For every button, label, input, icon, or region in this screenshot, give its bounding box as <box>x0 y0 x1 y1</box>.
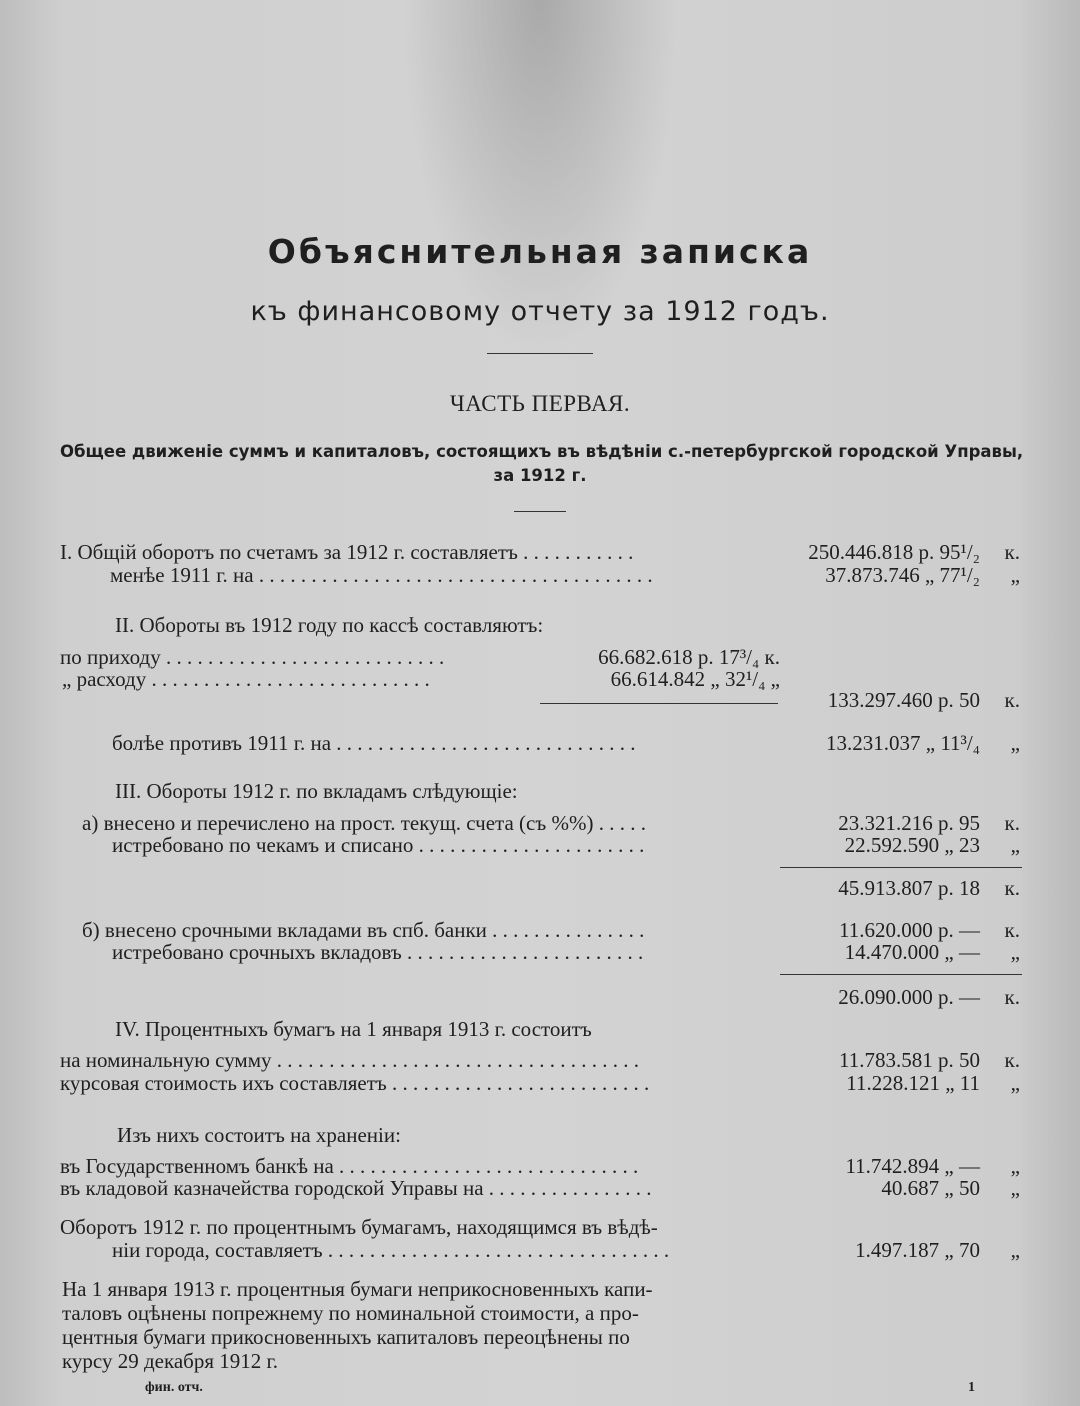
treasury-vault-unit: „ <box>1010 1176 1020 1200</box>
securities-turnover-label: ніи города, составляетъ . . . . . . . . . . . . . . . . . . . . . . . . . . . . . . . . . <box>112 1238 670 1262</box>
market-value-label: курсовая стоимость ихъ составляетъ . . . . . . . . . . . . . . . . . . . . . . . . . <box>60 1071 650 1095</box>
deposits-b-total-row <box>0 985 1080 1009</box>
total-turnover-row <box>0 540 1080 564</box>
valuation-note-line-3: центныя бумаги прикосновенныхъ капиталовъ переоцѣнены по <box>62 1325 630 1349</box>
deposits-b-sum-rule <box>780 974 1022 975</box>
deposits-b-in-label: б) внесено срочными вкладами въ спб. банки . . . . . . . . . . . . . . . <box>82 918 645 942</box>
less-than-1911-label: менѣе 1911 г. на . . . . . . . . . . . . . . . . . . . . . . . . . . . . . . . . . . . . . . <box>110 563 653 587</box>
securities-turnover-value: 1.497.187 „ 70 <box>855 1238 980 1262</box>
valuation-note <box>62 1277 782 1373</box>
less-than-1911-row <box>0 563 1080 587</box>
cash-total-row <box>0 688 1080 712</box>
state-bank-row <box>0 1154 1080 1178</box>
deposits-b-out-row <box>0 940 1080 964</box>
treasury-vault-value: 40.687 „ 50 <box>881 1176 980 1200</box>
more-than-1911-row <box>0 731 1080 755</box>
treasury-vault-row <box>0 1176 1080 1200</box>
income-label: по приходу . . . . . . . . . . . . . . . . . . . . . . . . . . . <box>60 645 445 669</box>
deposits-a-total-unit: к. <box>1004 876 1020 900</box>
cash-total-value: 133.297.460 р. 50 <box>827 688 980 712</box>
deposits-a-out-label: истребовано по чекамъ и списано . . . . . . . . . . . . . . . . . . . . . . <box>112 833 645 857</box>
deposits-b-out-label: истребовано срочныхъ вкладовъ . . . . . . . . . . . . . . . . . . . . . . . <box>112 940 644 964</box>
state-bank-unit: „ <box>1010 1154 1020 1178</box>
page-title: Объяснительная записка <box>267 232 813 271</box>
deposits-b-in-row <box>0 918 1080 942</box>
deposits-b-in-value: 11.620.000 р. — <box>839 918 980 942</box>
market-value-unit: „ <box>1010 1071 1020 1095</box>
valuation-note-line-4: курсу 29 декабря 1912 г. <box>62 1349 278 1373</box>
deposits-b-out-value: 14.470.000 „ — <box>844 940 980 964</box>
deposits-b-in-unit: к. <box>1004 918 1020 942</box>
total-turnover-value: 250.446.818 р. 95¹/₂ <box>808 540 980 564</box>
market-value-row <box>0 1071 1080 1095</box>
state-bank-label: въ Государственномъ банкѣ на . . . . . . . . . . . . . . . . . . . . . . . . . . . . . <box>60 1154 639 1178</box>
description-line-2: за 1912 г. <box>493 466 587 485</box>
page-subtitle: къ финансовому отчету за 1912 годъ. <box>250 296 830 327</box>
cash-total-unit: к. <box>1004 688 1020 712</box>
deposits-a-sum-rule <box>780 867 1022 868</box>
expense-label: „ расходу . . . . . . . . . . . . . . . . . . . . . . . . . . . <box>62 667 430 691</box>
deposits-a-out-unit: „ <box>1010 833 1020 857</box>
market-value-amount: 11.228.121 „ 11 <box>846 1071 980 1095</box>
valuation-note-line-1: На 1 января 1913 г. процентныя бумаги неприкосновенныхъ капи- <box>62 1277 653 1301</box>
nominal-value-row <box>0 1048 1080 1072</box>
nominal-value-label: на номинальную сумму . . . . . . . . . . . . . . . . . . . . . . . . . . . . . . . . . . . <box>60 1048 639 1072</box>
total-turnover-unit: к. <box>1004 540 1020 564</box>
deposits-a-in-label: а) внесено и перечислено на прост. текущ. счета (съ %%) . . . . . <box>82 811 646 835</box>
more-than-1911-unit: „ <box>1010 731 1020 755</box>
deposits-b-total-unit: к. <box>1004 985 1020 1009</box>
treasury-vault-label: въ кладовой казначейства городской Управы на . . . . . . . . . . . . . . . . <box>60 1176 652 1200</box>
deposits-a-in-unit: к. <box>1004 811 1020 835</box>
description-line-1: Общее движеніе суммъ и капиталовъ, состоящихъ въ вѣдѣніи с.-петербургской городской Управы, <box>60 442 1024 461</box>
deposits-a-out-row <box>0 833 1080 857</box>
footer-signature: фин. отч. <box>145 1380 203 1395</box>
description-divider <box>514 511 566 512</box>
nominal-value-amount: 11.783.581 р. 50 <box>839 1048 980 1072</box>
securities-turnover-line-1: Оборотъ 1912 г. по процентнымъ бумагамъ, находящимся въ вѣдѣ- <box>60 1215 658 1239</box>
deposits-a-in-row <box>0 811 1080 835</box>
deposits-a-total-value: 45.913.807 р. 18 <box>838 876 980 900</box>
securities-turnover-unit: „ <box>1010 1238 1020 1262</box>
expense-value: 66.614.842 „ 32¹/₄ „ <box>610 667 780 691</box>
section-3-heading: III. Обороты 1912 г. по вкладамъ слѣдующіе: <box>115 779 518 803</box>
less-than-1911-value: 37.873.746 „ 77¹/₂ <box>825 563 980 587</box>
income-row <box>0 645 1080 669</box>
state-bank-value: 11.742.894 „ — <box>845 1154 980 1178</box>
page-number: 1 <box>968 1380 975 1395</box>
total-turnover-label: I. Общій оборотъ по счетамъ за 1912 г. составляетъ . . . . . . . . . . . <box>60 540 634 564</box>
deposits-b-out-unit: „ <box>1010 940 1020 964</box>
valuation-note-line-2: таловъ оцѣнены попрежнему по номинальной стоимости, а про- <box>62 1301 639 1325</box>
more-than-1911-label: болѣе противъ 1911 г. на . . . . . . . . . . . . . . . . . . . . . . . . . . . . . <box>112 731 636 755</box>
income-value: 66.682.618 р. 17³/₄ к. <box>598 645 780 669</box>
deposits-a-total-row <box>0 876 1080 900</box>
deposits-a-in-value: 23.321.216 р. 95 <box>838 811 980 835</box>
less-than-1911-unit: „ <box>1010 563 1020 587</box>
securities-turnover-row <box>0 1238 1080 1262</box>
title-divider <box>487 353 593 354</box>
storage-heading: Изъ нихъ состоитъ на храненіи: <box>117 1123 401 1147</box>
deposits-b-total-value: 26.090.000 р. — <box>838 985 980 1009</box>
section-4-heading: IV. Процентныхъ бумагъ на 1 января 1913 г. состоитъ <box>115 1017 592 1041</box>
part-heading: ЧАСТЬ ПЕРВАЯ. <box>449 391 631 416</box>
section-2-heading: II. Обороты въ 1912 году по кассѣ составляютъ: <box>115 613 544 637</box>
more-than-1911-value: 13.231.037 „ 11³/₄ <box>826 731 980 755</box>
nominal-value-unit: к. <box>1004 1048 1020 1072</box>
deposits-a-out-value: 22.592.590 „ 23 <box>844 833 980 857</box>
